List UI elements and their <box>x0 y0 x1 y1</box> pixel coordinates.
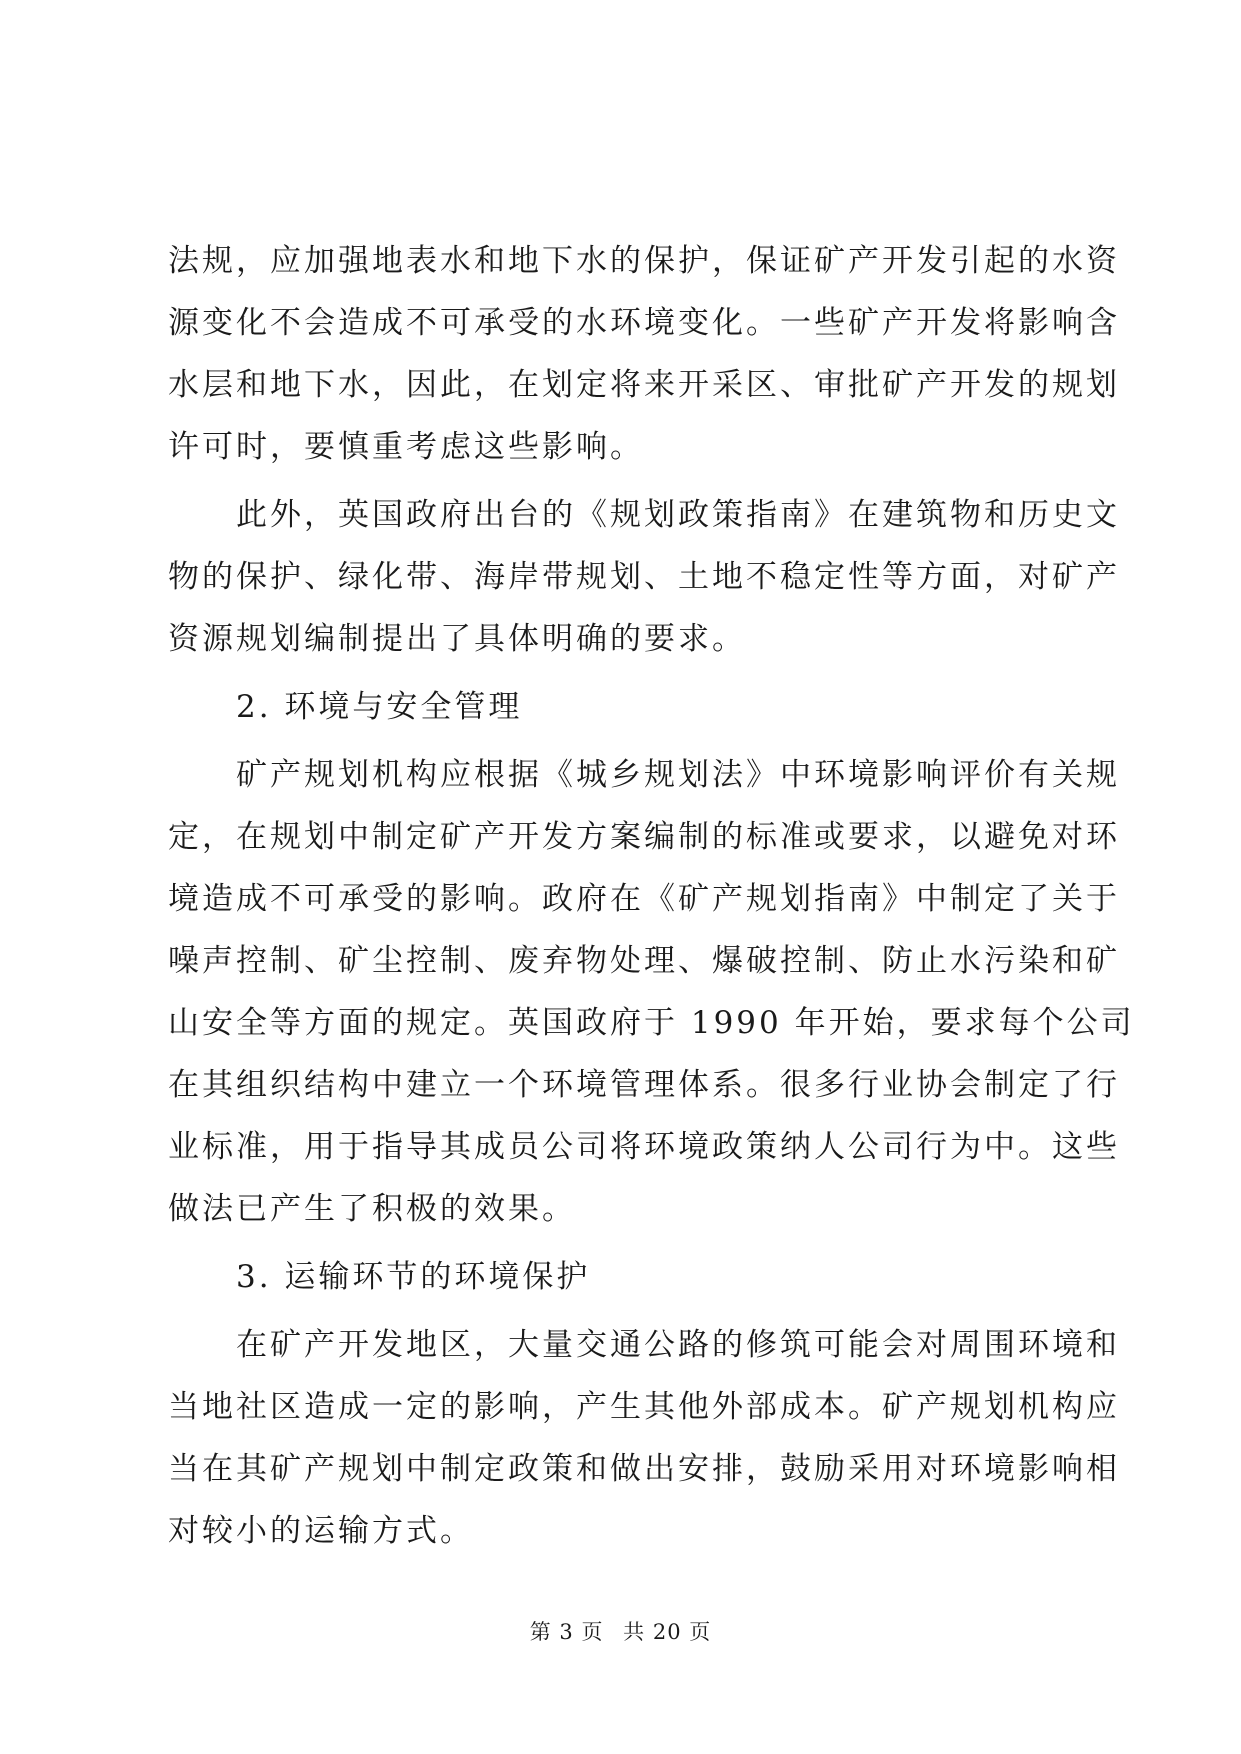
section-heading: 3. 运输环节的环境保护 <box>168 1259 591 1295</box>
text-line: 境造成不可承受的影响。政府在《矿产规划指南》中制定了关于 <box>168 881 1120 917</box>
document-body <box>168 230 1135 1562</box>
text-line: 矿产规划机构应根据《城乡规划法》中环境影响评价有关规 <box>168 757 1120 793</box>
text-line: 业标准，用于指导其成员公司将环境政策纳人公司行为中。这些 <box>168 1129 1120 1165</box>
text-line: 在其组织结构中建立一个环境管理体系。很多行业协会制定了行 <box>168 1067 1120 1103</box>
text-line: 资源规划编制提出了具体明确的要求。 <box>168 621 746 657</box>
text-line: 噪声控制、矿尘控制、废弃物处理、爆破控制、防止水污染和矿 <box>168 943 1120 979</box>
text-line: 山安全等方面的规定。英国政府于 1990 年开始，要求每个公司 <box>168 1005 1135 1041</box>
text-line: 当在其矿产规划中制定政策和做出安排，鼓励采用对环境影响相 <box>168 1451 1120 1487</box>
page-footer <box>0 1616 1241 1646</box>
page-number: 第 3 页 <box>529 1620 604 1644</box>
text-line: 做法已产生了积极的效果。 <box>168 1191 576 1227</box>
text-line: 许可时，要慎重考虑这些影响。 <box>168 429 644 465</box>
text-line: 定，在规划中制定矿产开发方案编制的标准或要求，以避免对环 <box>168 819 1120 855</box>
page-total: 共 20 页 <box>623 1620 712 1644</box>
text-line: 法规，应加强地表水和地下水的保护，保证矿产开发引起的水资 <box>168 243 1120 279</box>
text-line: 在矿产开发地区，大量交通公路的修筑可能会对周围环境和 <box>168 1327 1120 1363</box>
section-heading: 2. 环境与安全管理 <box>168 689 523 725</box>
text-line: 水层和地下水，因此，在划定将来开采区、审批矿产开发的规划 <box>168 367 1120 403</box>
text-line: 对较小的运输方式。 <box>168 1513 474 1549</box>
text-line: 源变化不会造成不可承受的水环境变化。一些矿产开发将影响含 <box>168 305 1120 341</box>
text-line: 物的保护、绿化带、海岸带规划、土地不稳定性等方面，对矿产 <box>168 559 1120 595</box>
text-line: 此外，英国政府出台的《规划政策指南》在建筑物和历史文 <box>168 497 1120 533</box>
text-line: 当地社区造成一定的影响，产生其他外部成本。矿产规划机构应 <box>168 1389 1120 1425</box>
